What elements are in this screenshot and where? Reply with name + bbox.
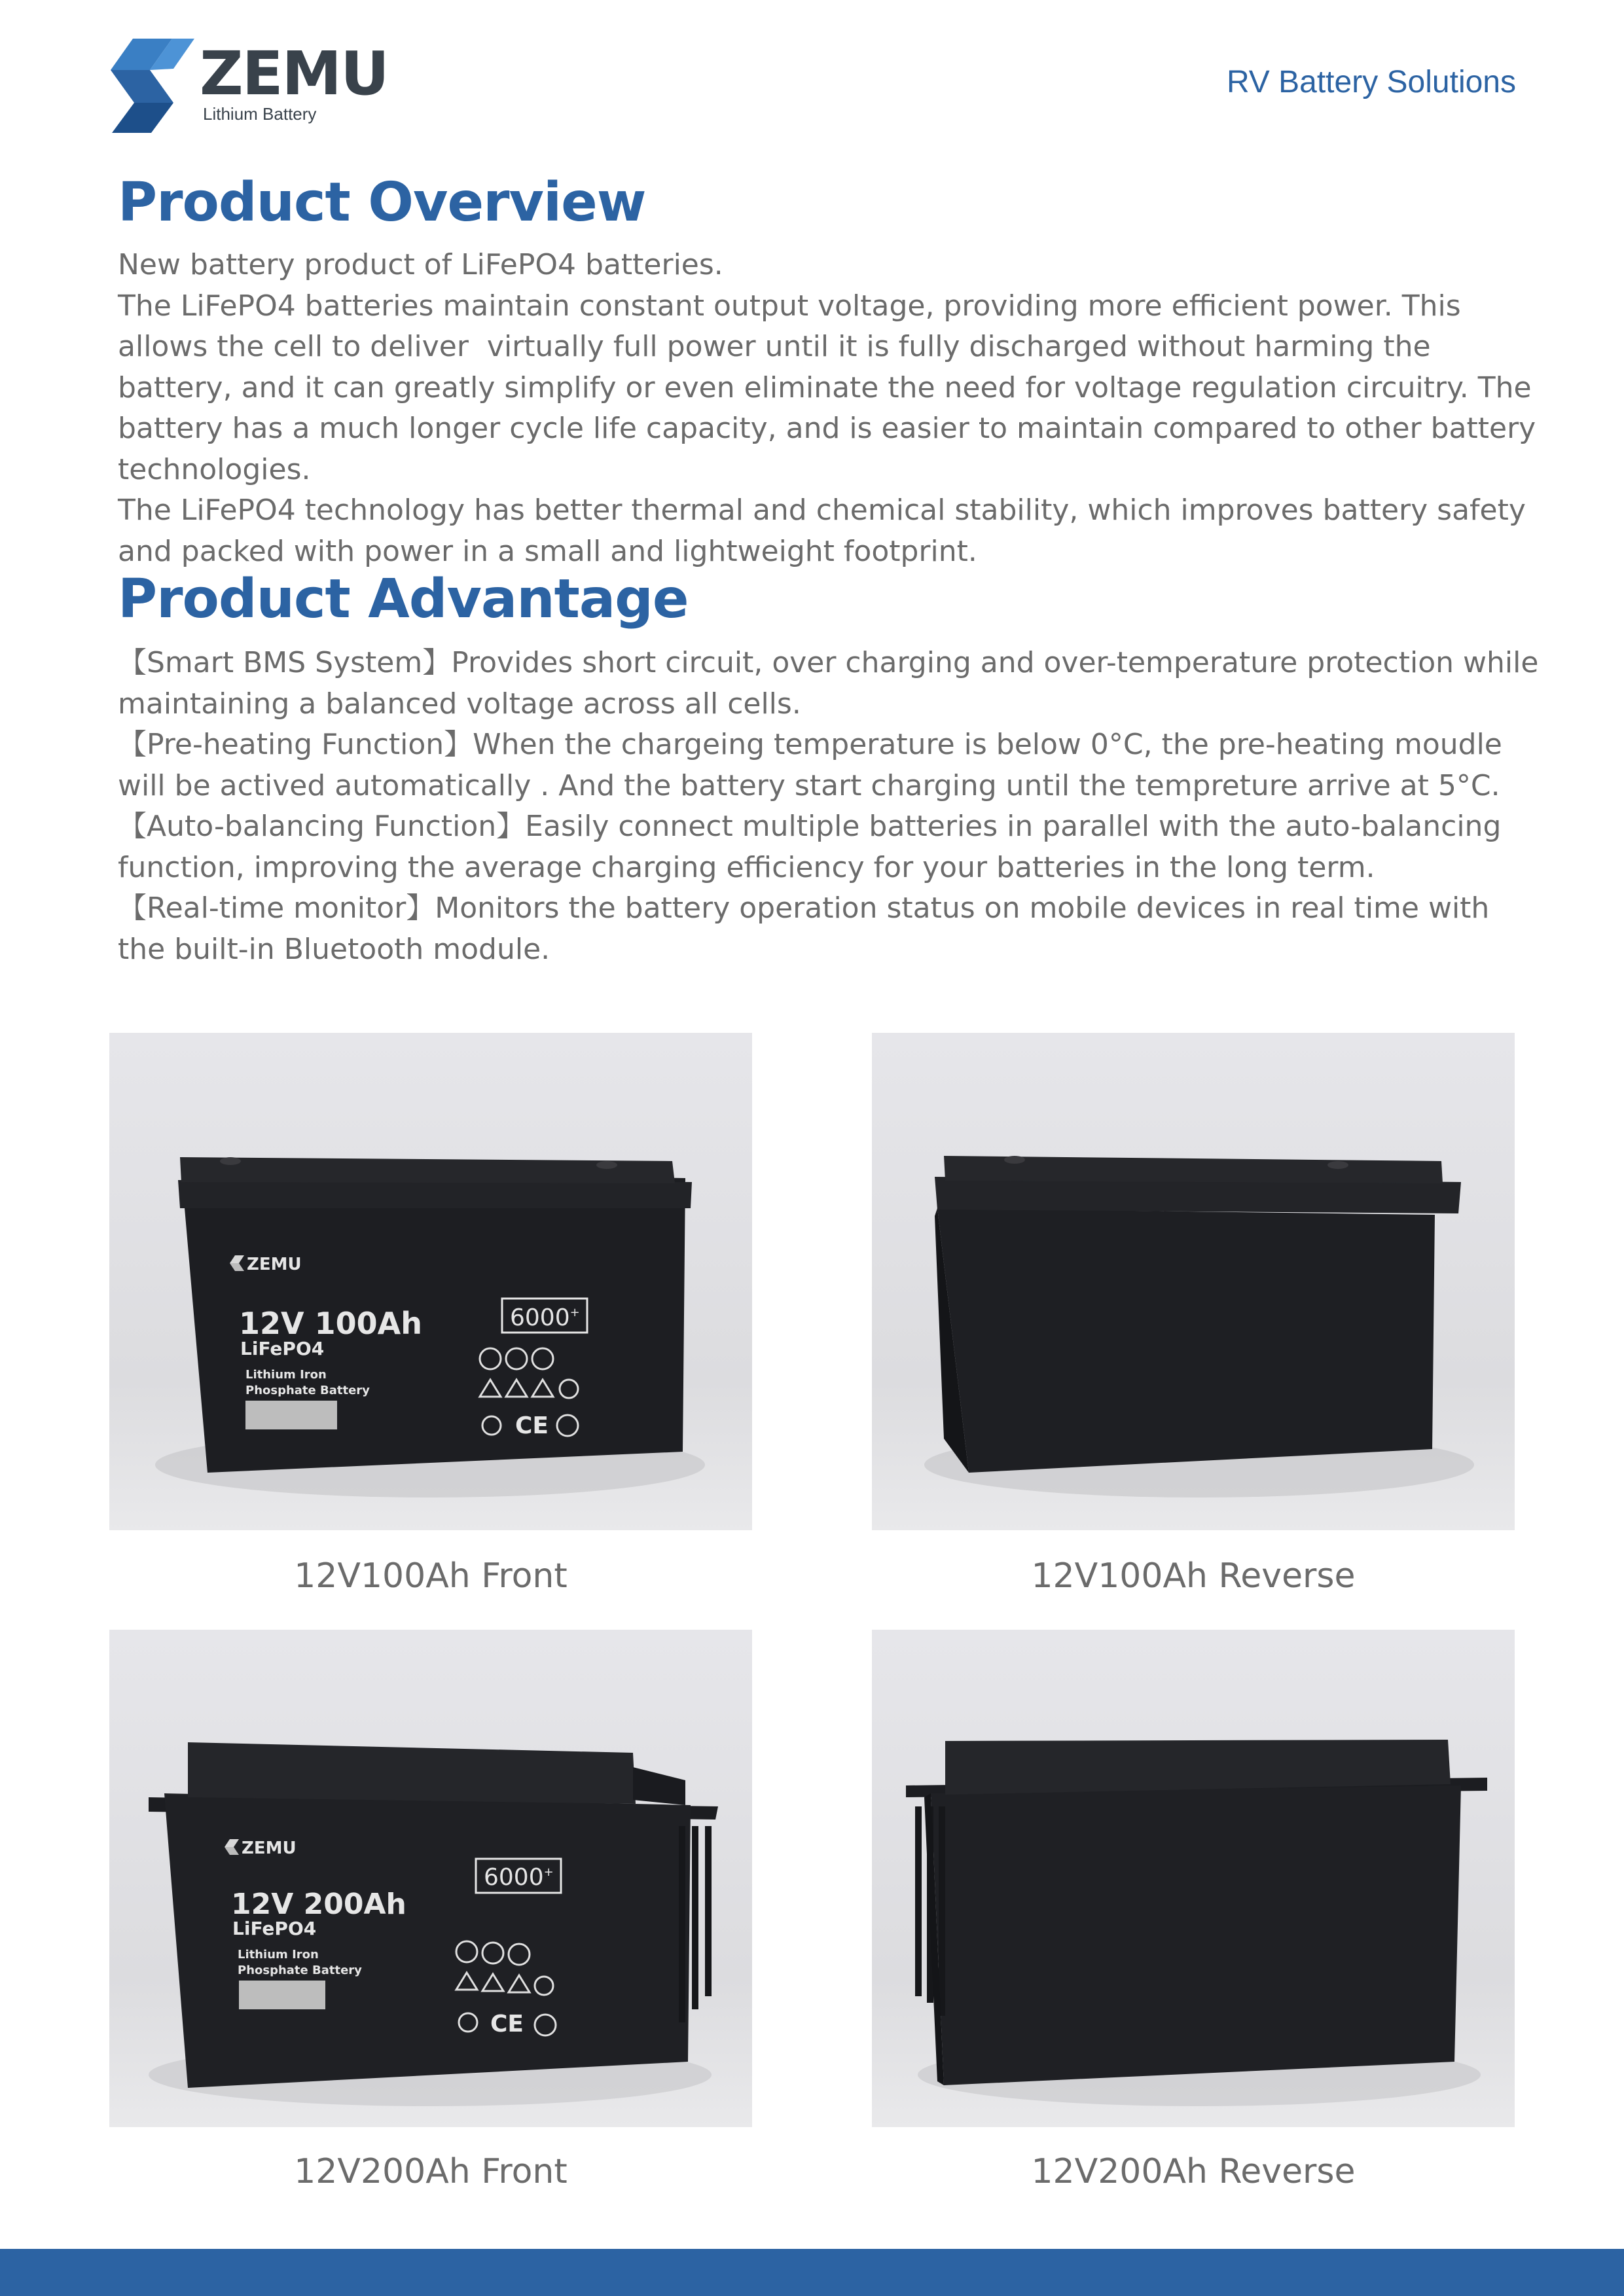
battery-photo-100ah-reverse bbox=[872, 1033, 1515, 1530]
overview-text bbox=[118, 245, 1545, 572]
logo-subtitle: Lithium Battery bbox=[203, 104, 317, 124]
overview-paragraph: The LiFePO4 batteries maintain constant output voltage, providing more efficient power. This allows the cell to deliver virtually full power until it is fully discharged without harming the battery, and it can greatly simplify or even eliminate the need for voltage regulation circuitry. The battery has a much longer cycle life capacity, and is easier to maintain compared to other battery technologies. bbox=[118, 289, 1545, 486]
photo-caption: 12V200Ah Front bbox=[294, 2152, 568, 2191]
cycle-count: 6000+ bbox=[484, 1864, 554, 1891]
photo-caption: 12V200Ah Reverse bbox=[1031, 2152, 1356, 2191]
battery-photo-100ah-front bbox=[109, 1033, 752, 1530]
battery-image bbox=[872, 1033, 1515, 1530]
label-brand: ZEMU bbox=[242, 1839, 297, 1858]
photo-caption: 12V100Ah Reverse bbox=[1031, 1556, 1356, 1596]
header-tagline: RV Battery Solutions bbox=[1226, 65, 1516, 99]
photo-caption: 12V100Ah Front bbox=[294, 1556, 568, 1596]
overview-paragraph: The LiFePO4 technology has better thermal and chemical stability, which improves battery safety and packed with power in a small and lightweight footprint. bbox=[118, 493, 1535, 568]
label-chemistry: LiFePO4 bbox=[240, 1338, 325, 1359]
label-desc-line1: Lithium Iron bbox=[238, 1948, 319, 1962]
overview-title: Product Overview bbox=[118, 171, 646, 234]
advantage-title: Product Advantage bbox=[118, 568, 689, 630]
battery-image bbox=[109, 1033, 752, 1530]
advantage-text bbox=[118, 643, 1548, 970]
label-model: 12V 200Ah bbox=[231, 1888, 406, 1921]
label-desc-line1: Lithium Iron bbox=[245, 1368, 327, 1382]
label-brand: ZEMU bbox=[247, 1255, 302, 1274]
warning-sticker bbox=[239, 1981, 325, 2009]
advantage-paragraph: 【Pre-heating Function】When the chargeing temperature is below 0°C, the pre-heating moudle will be actived automatically . And the battery start charging until the tempreture arrive at 5°C. bbox=[118, 728, 1511, 802]
warning-sticker bbox=[245, 1401, 337, 1429]
ce-mark: CE bbox=[490, 2011, 524, 2037]
label-desc-line2: Phosphate Battery bbox=[245, 1384, 370, 1397]
label-desc-line2: Phosphate Battery bbox=[238, 1964, 362, 1977]
battery-photo-200ah-reverse bbox=[872, 1630, 1515, 2127]
zemu-logo-mark-icon bbox=[108, 36, 200, 134]
logo-wordmark: ZEMU bbox=[200, 39, 388, 109]
battery-photo-200ah-front bbox=[109, 1630, 752, 2127]
label-chemistry: LiFePO4 bbox=[232, 1918, 317, 1939]
footer-bar bbox=[0, 2249, 1624, 2296]
advantage-paragraph: 【Auto-balancing Function】Easily connect multiple batteries in parallel with the auto-balancing function, improving the average charging efficiency for your batteries in the long term. bbox=[118, 810, 1520, 884]
cycle-count: 6000+ bbox=[510, 1304, 580, 1331]
advantage-paragraph: 【Real-time monitor】Monitors the battery operation status on mobile devices in real time with the built-in Bluetooth module. bbox=[118, 891, 1499, 966]
brand-logo bbox=[108, 36, 388, 134]
label-model: 12V 100Ah bbox=[239, 1306, 422, 1341]
overview-paragraph: New battery product of LiFePO4 batteries. bbox=[118, 248, 723, 281]
advantage-paragraph: 【Smart BMS System】Provides short circuit, over charging and over-temperature protection while maintaining a balanced voltage across all cells. bbox=[118, 646, 1548, 721]
battery-image bbox=[872, 1630, 1515, 2127]
battery-image bbox=[109, 1630, 752, 2127]
ce-mark: CE bbox=[515, 1412, 549, 1439]
